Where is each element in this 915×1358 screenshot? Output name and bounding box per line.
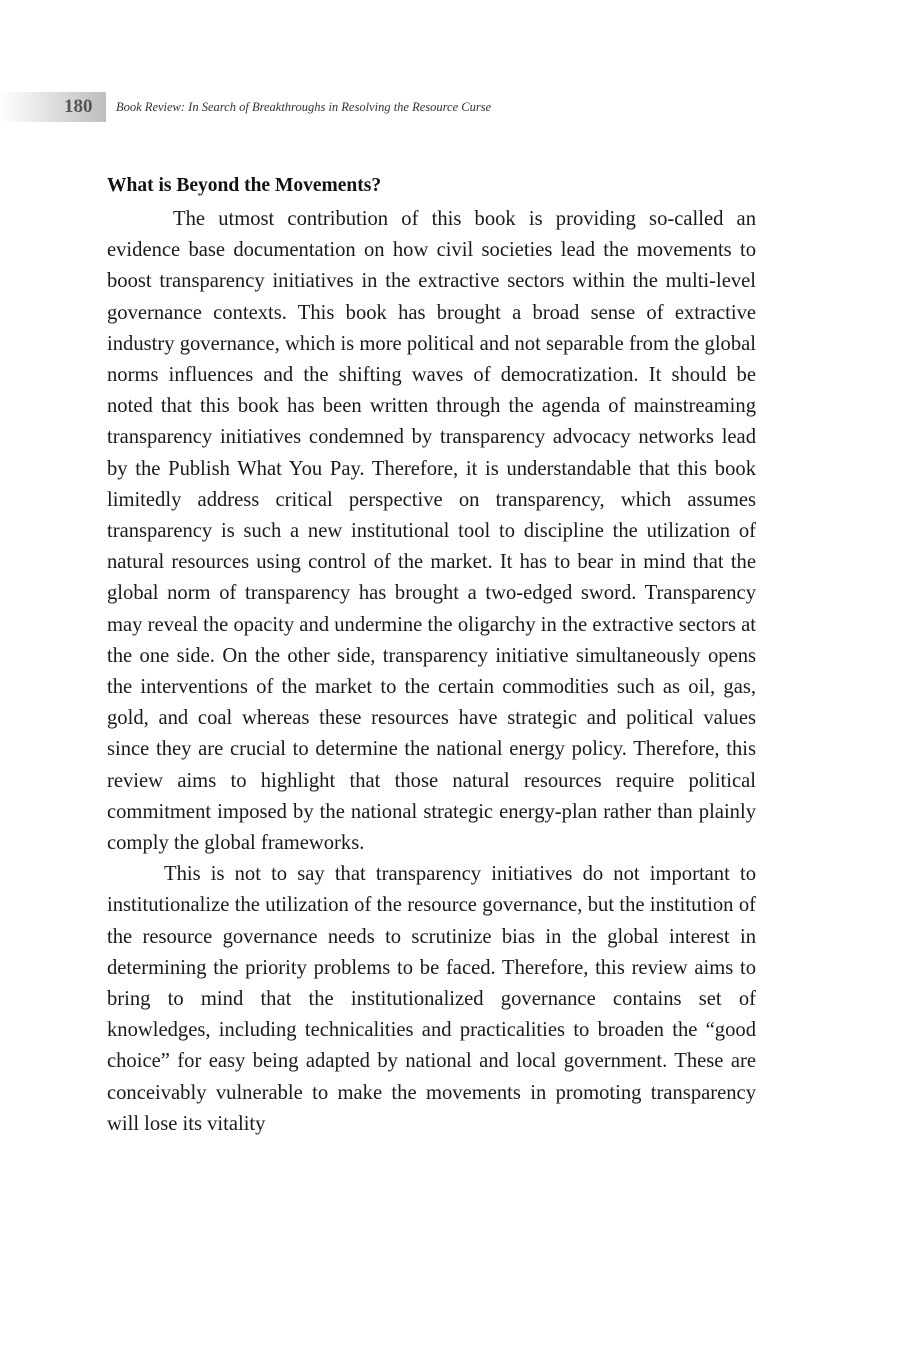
body-paragraph-1: The utmost contribution of this book is providing so-called an evidence base documentation on how civil societies lead the movements to boost transparency initiatives in the extractive sectors within the multi-level governance contexts. This book has brought a broad sense of extractive industry governance, which is more political and not separable from the global norms influences and the shifting waves of democratization. It should be noted that this book has been written through the agenda of mainstreaming transparency initiatives condemned by transparency advocacy networks lead by the Publish What You Pay. Therefore, it is understandable that this book limitedly address critical perspective on transparency, which assumes transparency is such a new institutional tool to discipline the utilization of natural resources using control of the market. It has to bear in mind that the global norm of transparency has brought a two-edged sword. Transparency may reveal the opacity and undermine the oligarchy in the extractive sectors at the one side. On the other side, transparency initiative simultaneously opens the interventions of the market to the certain commodities such as oil, gas, gold, and coal whereas these resources have strategic and political values since they are crucial to determine the national energy policy. Therefore, this review aims to highlight that those natural resources require political commitment imposed by the national strategic energy-plan rather than plainly comply the global frameworks. <box>107 208 756 855</box>
running-title: Book Review: In Search of Breakthroughs in Resolving the Resource Curse <box>116 100 492 114</box>
section-heading: What is Beyond the Movements? <box>107 175 382 196</box>
running-header <box>0 92 915 122</box>
body-paragraph-2: This is not to say that transparency initiatives do not important to institutionalize the utilization of the resource governance, but the institution of the resource governance needs to scrutinize bias in the global interest in determining the priority problems to be faced. Therefore, this review aims to bring to mind that the institutionalized governance contains set of knowledges, including technicalities and practicalities to broaden the “good choice” for easy being adapted by national and local government. These are conceivably vulnerable to make the movements in promoting transparency will lose its vitality <box>107 863 756 1135</box>
page-number: 180 <box>64 96 93 117</box>
main-content <box>107 172 756 1140</box>
